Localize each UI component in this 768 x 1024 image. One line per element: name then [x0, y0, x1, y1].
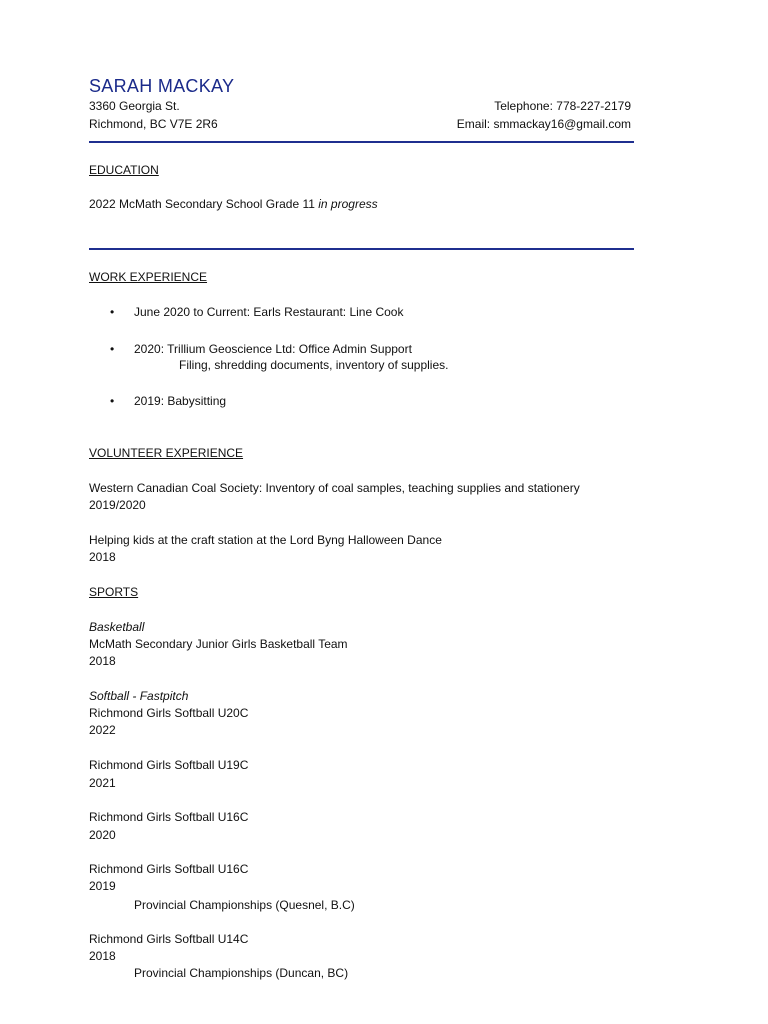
education-divider: [89, 248, 634, 250]
telephone: Telephone: 778-227-2179: [494, 99, 631, 113]
sport-title: Basketball: [89, 620, 145, 634]
sport-title: Softball - Fastpitch: [89, 689, 189, 703]
volunteer-year: 2018: [89, 550, 116, 564]
bullet-icon: •: [110, 342, 115, 356]
sport-team: McMath Secondary Junior Girls Basketball Team: [89, 637, 348, 651]
sport-year: 2020: [89, 828, 116, 842]
volunteer-item: Helping kids at the craft station at the Lord Byng Halloween Dance: [89, 533, 442, 547]
sport-team: Richmond Girls Softball U19C: [89, 758, 249, 772]
education-heading: EDUCATION: [89, 163, 159, 177]
work-item-detail: Filing, shredding documents, inventory of supplies.: [179, 358, 449, 372]
header-divider: [89, 141, 634, 143]
resume-name: SARAH MACKAY: [89, 76, 235, 96]
sport-year: 2022: [89, 723, 116, 737]
sport-year: 2018: [89, 654, 116, 668]
sport-note: Provincial Championships (Quesnel, B.C): [134, 898, 355, 912]
address-line-2: Richmond, BC V7E 2R6: [89, 117, 218, 131]
work-item: June 2020 to Current: Earls Restaurant: Line Cook: [134, 305, 404, 319]
email: Email: smmackay16@gmail.com: [456, 117, 631, 131]
sport-team: Richmond Girls Softball U14C: [89, 932, 249, 946]
bullet-icon: •: [110, 394, 115, 408]
volunteer-item: Western Canadian Coal Society: Inventory of coal samples, teaching supplies and stationery: [89, 481, 580, 495]
sport-team: Richmond Girls Softball U16C: [89, 810, 249, 824]
education-entry-text: 2022 McMath Secondary School Grade 11: [89, 197, 319, 211]
sports-heading: SPORTS: [89, 585, 139, 599]
education-entry: [89, 197, 378, 211]
sport-note: Provincial Championships (Duncan, BC): [134, 966, 349, 980]
volunteer-year: 2019/2020: [89, 498, 146, 512]
bullet-icon: •: [110, 305, 115, 319]
sport-year: 2018: [89, 949, 116, 963]
volunteer-heading: VOLUNTEER EXPERIENCE: [89, 446, 244, 460]
education-status: in progress: [318, 197, 378, 211]
sport-year: 2021: [89, 776, 116, 790]
sport-year: 2019: [89, 879, 116, 893]
work-item: 2019: Babysitting: [134, 394, 227, 408]
work-item: 2020: Trillium Geoscience Ltd: Office Admin Support: [134, 342, 412, 356]
sport-team: Richmond Girls Softball U20C: [89, 706, 249, 720]
sport-team: Richmond Girls Softball U16C: [89, 862, 249, 876]
work-heading: WORK EXPERIENCE: [89, 270, 208, 284]
address-line-1: 3360 Georgia St.: [89, 99, 180, 113]
